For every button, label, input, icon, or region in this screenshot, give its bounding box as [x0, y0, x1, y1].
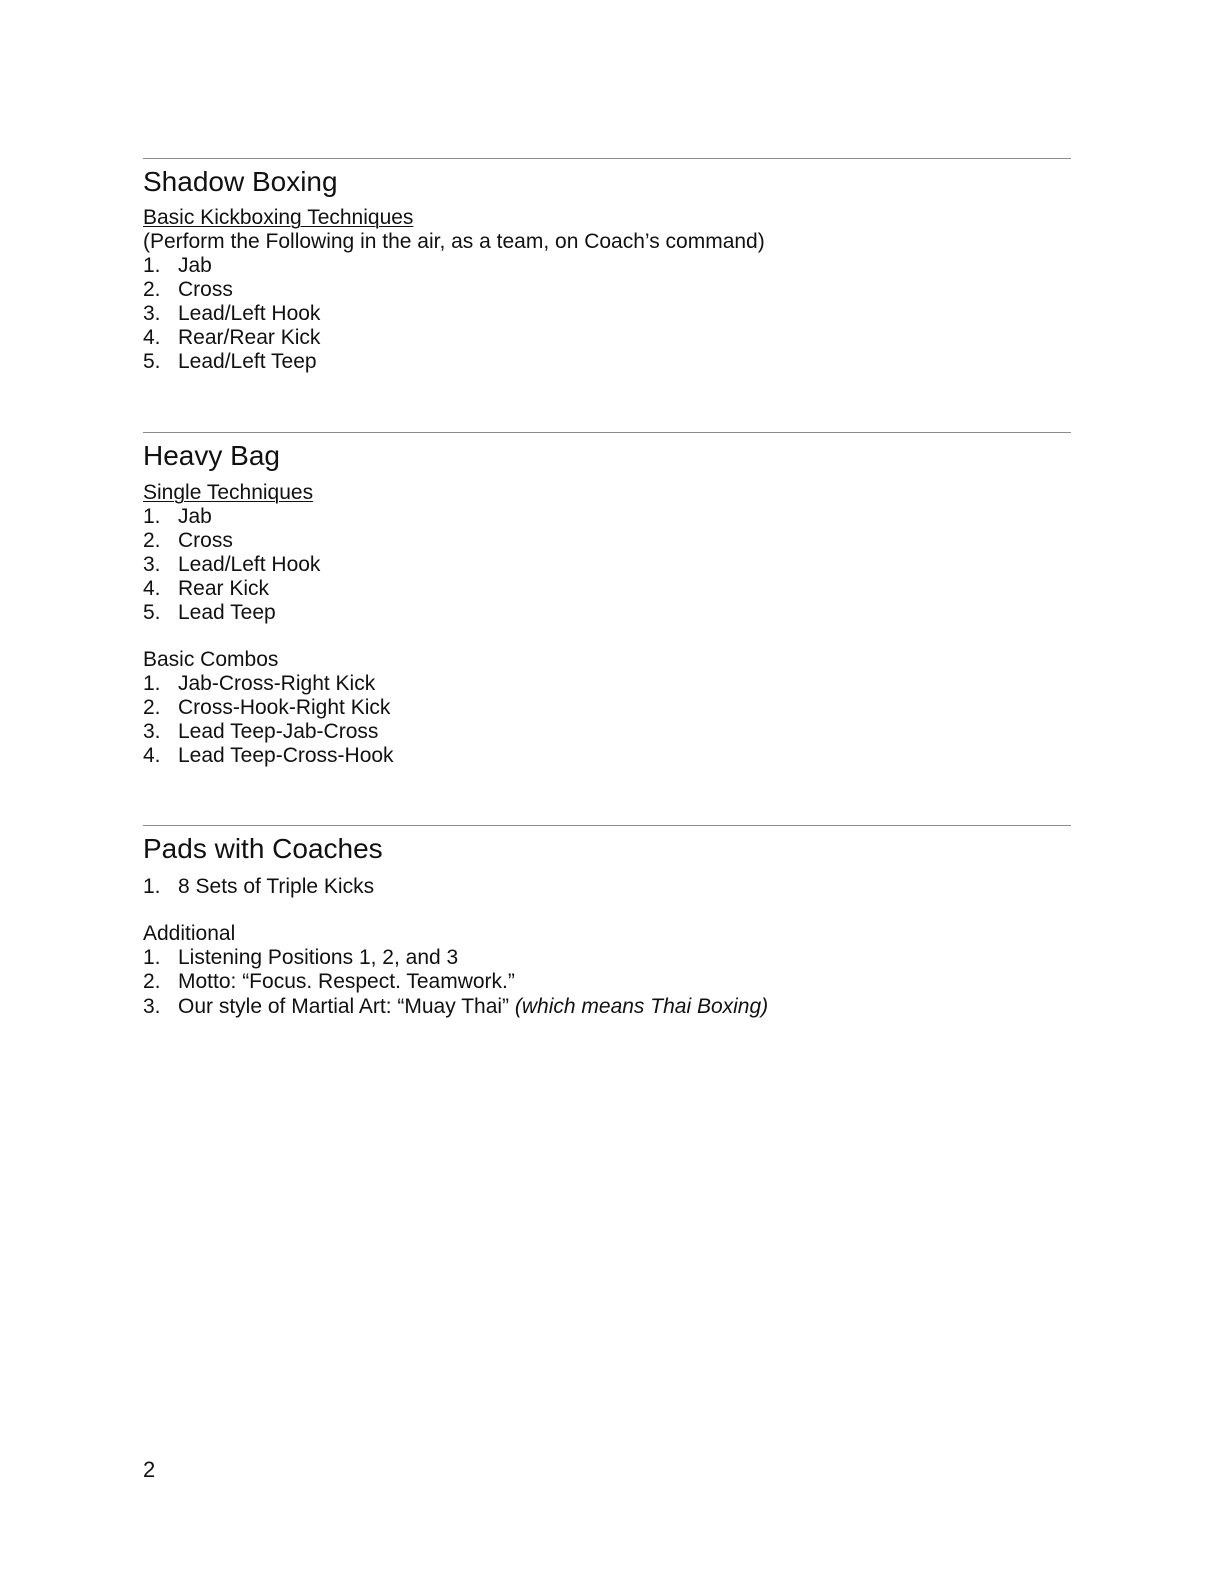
- list-item: [143, 254, 765, 278]
- list-text: Lead Teep-Jab-Cross: [178, 720, 379, 743]
- list-number: 4.: [143, 326, 161, 349]
- list-number: 3.: [143, 995, 161, 1018]
- list-text: Cross-Hook-Right Kick: [178, 696, 391, 719]
- list-text: 8 Sets of Triple Kicks: [178, 875, 375, 898]
- list-number: 3.: [143, 553, 161, 576]
- section-divider: [143, 158, 1071, 159]
- section-title-shadow-boxing: Shadow Boxing: [143, 166, 338, 197]
- list-item: [143, 577, 320, 601]
- list-text-wrapper: [178, 995, 768, 1019]
- list-text: Cross: [178, 529, 233, 552]
- list-item: [143, 995, 768, 1019]
- list-number: 2.: [143, 529, 161, 552]
- shadow-boxing-list: [143, 254, 765, 374]
- list-text: Cross: [178, 278, 233, 301]
- additional-content: [143, 922, 768, 1019]
- additional-list: [143, 946, 768, 1019]
- list-number: 4.: [143, 577, 161, 600]
- list-item: [143, 875, 374, 899]
- list-item: [143, 326, 765, 350]
- list-number: 1.: [143, 505, 161, 528]
- single-techniques-list: [143, 505, 320, 625]
- list-item: [143, 529, 320, 553]
- list-item: [143, 720, 394, 744]
- list-item: [143, 946, 768, 970]
- section-title-pads-with-coaches: Pads with Coaches: [143, 833, 383, 864]
- list-number: 3.: [143, 720, 161, 743]
- list-text: Jab: [178, 254, 212, 277]
- list-text: Our style of Martial Art: “Muay Thai”: [178, 995, 515, 1018]
- basic-combos-content: [143, 648, 394, 768]
- pads-content: [143, 875, 374, 899]
- list-number: 4.: [143, 744, 161, 767]
- list-item: [143, 505, 320, 529]
- subheading-basic-kickboxing: Basic Kickboxing Techniques: [143, 206, 414, 229]
- list-text: Motto: “Focus. Respect. Teamwork.”: [178, 970, 515, 993]
- list-number: 2.: [143, 970, 161, 993]
- list-number: 5.: [143, 350, 161, 373]
- section-divider: [143, 432, 1071, 433]
- list-text: Lead Teep: [178, 601, 276, 624]
- list-item: [143, 672, 394, 696]
- list-item: [143, 601, 320, 625]
- list-number: 1.: [143, 875, 161, 898]
- list-item: [143, 278, 765, 302]
- list-text: Lead Teep-Cross-Hook: [178, 744, 394, 767]
- list-item: [143, 302, 765, 326]
- list-item: [143, 553, 320, 577]
- list-text: Lead/Left Hook: [178, 302, 321, 325]
- list-text: Listening Positions 1, 2, and 3: [178, 946, 459, 969]
- list-number: 1.: [143, 254, 161, 277]
- list-text: Rear/Rear Kick: [178, 326, 321, 349]
- section-divider: [143, 825, 1071, 826]
- section-title-heavy-bag: Heavy Bag: [143, 440, 280, 471]
- shadow-boxing-content: [143, 206, 765, 374]
- list-text: Rear Kick: [178, 577, 270, 600]
- list-number: 1.: [143, 946, 161, 969]
- list-text-italic-note: (which means Thai Boxing): [514, 995, 769, 1018]
- subheading-additional: Additional: [143, 922, 236, 945]
- list-item: [143, 970, 768, 994]
- list-item: [143, 696, 394, 720]
- subheading-single-techniques: Single Techniques: [143, 481, 314, 504]
- subheading-basic-combos: Basic Combos: [143, 648, 279, 671]
- list-number: 2.: [143, 278, 161, 301]
- list-text: Lead/Left Hook: [178, 553, 321, 576]
- list-number: 3.: [143, 302, 161, 325]
- list-text: Jab-Cross-Right Kick: [178, 672, 376, 695]
- instruction-note: (Perform the Following in the air, as a team, on Coach’s command): [143, 230, 765, 253]
- heavy-bag-content: [143, 481, 320, 625]
- list-number: 2.: [143, 696, 161, 719]
- list-number: 5.: [143, 601, 161, 624]
- list-text: Jab: [178, 505, 212, 528]
- list-number: 1.: [143, 672, 161, 695]
- list-text: Lead/Left Teep: [178, 350, 317, 373]
- page-number: 2: [143, 1457, 156, 1482]
- list-item: [143, 350, 765, 374]
- list-item: [143, 744, 394, 768]
- basic-combos-list: [143, 672, 394, 768]
